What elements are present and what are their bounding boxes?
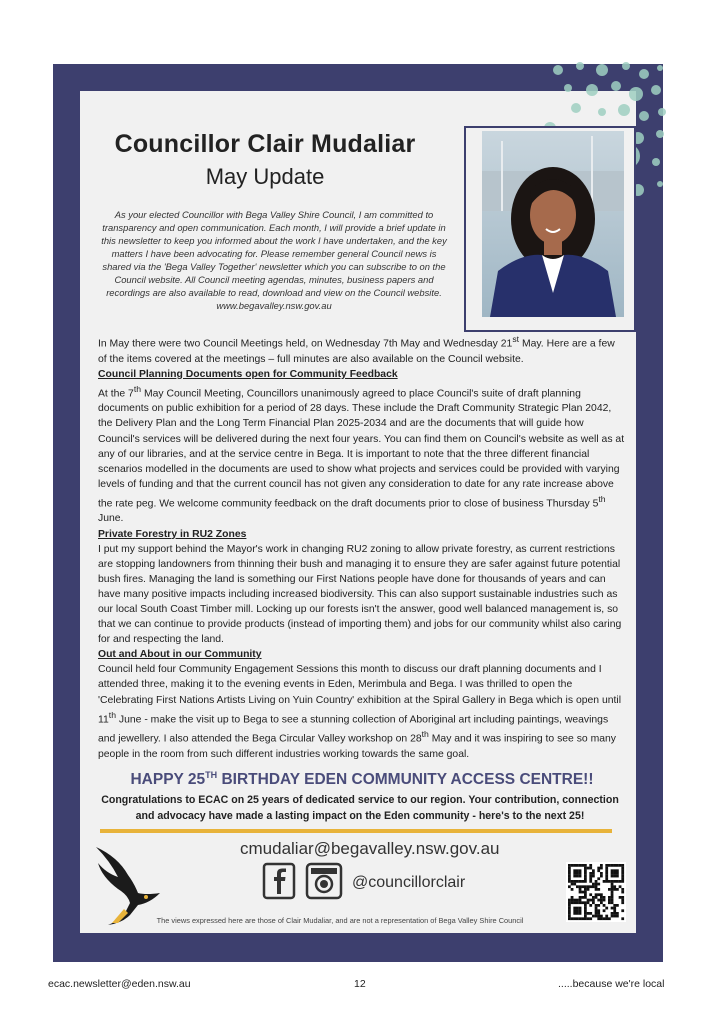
intro-text: As your elected Councillor with Bega Valley Shire Council, I am committed to transparency and open communication. Each month, I will provide a brief update in this newsletter to keep you informed about the work I have undertaken, and the key matters I have been advocating for. Please remember general Council news is shared via the 'Bega Valley Together' newsletter which you can subscribe to on the Council website. All Council meeting agendas, minutes, business papers and recordings are also available to read, download and view on the Council website. www.begavalley.nsw.gov.au [101,209,447,311]
social-handle[interactable]: @councillorclair [352,874,466,891]
gold-divider [100,829,612,833]
birthday-heading: HAPPY 25TH BIRTHDAY EDEN COMMUNITY ACCESS CENTRE!! [130,770,594,789]
disclaimer-text: The views expressed here are those of Clair Mudaliar, and are not a representation of Bega Valley Shire Council [156,916,524,925]
black-cockatoo-icon [88,843,164,927]
paragraph-out-and-about: Council held four Community Engagement Sessions this month to discuss our draft planning documents and I attended three, making it to the evening events in Eden, Merimbula and Bega. I was thrilled to open the 'Celebrating First Nations Artists Living on Yuin Country' exhibition at the Spiral Gallery in Bega which is open until 11th June - make the visit up to Bega to see a stunning collection of Aboriginal art including paintings, weavings and jewellery. I also attended the Bega Circular Valley workshop on 28th May and it was inspiring to see so many people in the room from such different industries working towards the same goal. [98,664,622,760]
councillor-photo [482,131,624,317]
footer-tagline: .....because we're local [558,978,665,990]
page-number: 12 [354,978,366,990]
page-subtitle: May Update [205,164,325,189]
qr-code[interactable] [566,862,626,922]
heading-private-forestry: Private Forestry in RU2 Zones [98,528,247,540]
footer-email[interactable]: ecac.newsletter@eden.nsw.au [48,978,191,990]
contact-email[interactable]: cmudaliar@begavalley.nsw.gov.au [240,839,500,858]
paragraph-meetings: In May there were two Council Meetings held, on Wednesday 7th May and Wednesday 21st May. Here are a few of the items covered at the meetings – full minutes are also available on the Council website. [98,334,615,365]
paragraph-planning-documents: At the 7th May Council Meeting, Councillors unanimously agreed to place Council's suite of draft planning documents on public exhibition for a period of 28 days. These include the Draft Community Strategic Plan 2042, the Delivery Plan and the Long Term Financial Plan 2025-2034 and are the documents that will guide how Council's services will be delivered during the next four years. You can find them on Council's website as well as at any of our libraries, and at the service centre in Bega. It is important to note that the three different financial scenarios modelled in the documents are used to show what projects and services could be provided with varying levels of funding and that the current council has not given any consideration to date for any rate increase above the rate peg. We welcome community feedback on the draft documents prior to close of business Thursday 5th June. [98,383,625,525]
heading-planning-documents: Council Planning Documents open for Community Feedback [98,368,398,380]
heading-out-and-about: Out and About in our Community [98,649,262,661]
paragraph-private-forestry: I put my support behind the Mayor's work in changing RU2 zoning to allow private forestry, as current restrictions are stopping landowners from thinning their bush and managing it to ensure they are safer against future potential bush fires. Managing the land is something our First Nations people have done for thousands of years and can have many positive impacts including increased biodiversity. This can also support sustainable industries such as our local South Coast Timber mill. Locking up our forests isn't the answer, good well balanced management is, so that we can continue to provide products (instead of importing them) and jobs for our community whilst also caring for and respecting the land. [98,543,622,646]
congratulations-text: Congratulations to ECAC on 25 years of dedicated service to our region. Your contribution, connection and advocacy have made a lasting impact on the Eden community - here's to the next 25! [101,794,619,822]
page-title: Councillor Clair Mudaliar [114,130,416,158]
article-body [98,332,626,762]
facebook-icon[interactable] [262,862,296,900]
instagram-icon[interactable] [305,862,343,900]
